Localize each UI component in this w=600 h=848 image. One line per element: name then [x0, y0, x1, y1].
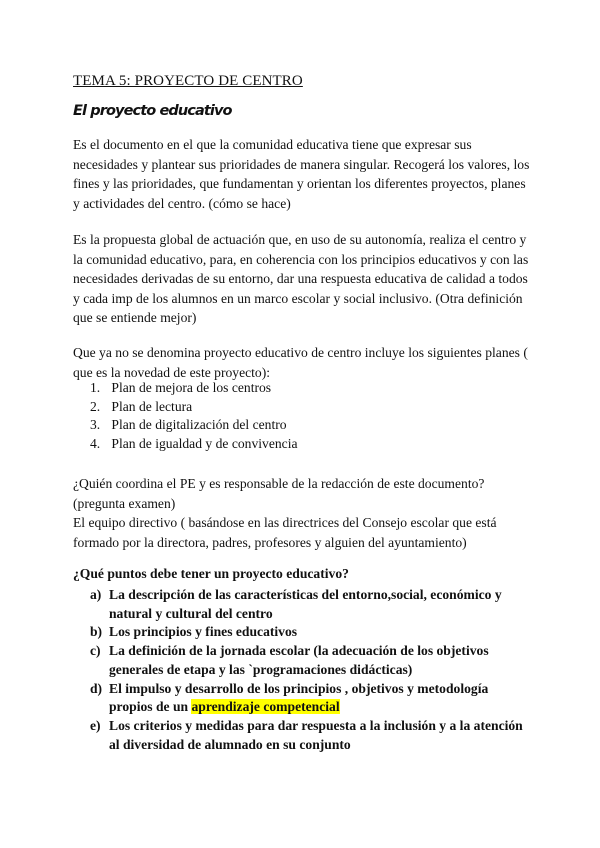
- section-heading: El proyecto educativo: [73, 103, 232, 119]
- list-item: 2. Plan de lectura: [90, 398, 193, 414]
- points-heading: ¿Qué puntos debe tener un proyecto educativo?: [73, 566, 349, 581]
- points-list: [90, 586, 530, 754]
- list-item: b) Los principios y fines educativos: [90, 624, 298, 640]
- question-answer-block: [73, 474, 533, 552]
- definition-paragraph-2: Es la propuesta global de actuación que, en uso de su autonomía, realiza el centro y la comunidad educativo, para, en coherencia con los principios educativos y con las necesidades derivadas de su entorno, dar una respuesta educativa de calidad a todos y cada imp de los alumnos en un marco escolar y social inclusivo. (Otra definición que se entiende mejor): [73, 232, 529, 326]
- list-item: e) Los criterios y medidas para dar respuesta a la inclusión y a la atención al diversidad de alumnado en su conjunto: [90, 717, 523, 752]
- list-item: d) El impulso y desarrollo de los principios , objetivos y metodología propios de un aprendizaje competencial: [90, 680, 489, 715]
- list-item: 3. Plan de digitalización del centro: [90, 417, 287, 433]
- plans-list: [90, 379, 298, 454]
- exam-answer: El equipo directivo ( basándose en las directrices del Consejo escolar que está formado por la directora, padres, profesores y alguien del ayuntamiento): [73, 515, 497, 550]
- list-item: c) La definición de la jornada escolar (la adecuación de los objetivos generales de etapa y las `programaciones didácticas): [90, 643, 489, 677]
- definition-paragraph-1: Es el documento en el que la comunidad educativa tiene que expresar sus necesidades y plantear sus prioridades de manera singular. Recogerá los valores, los fines y las prioridades, que fundamentan y orientan los diferentes proyectos, planes y actividades del centro. (cómo se hace): [73, 137, 530, 211]
- exam-question: ¿Quién coordina el PE y es responsable de la redacción de este documento? (pregunta examen): [73, 476, 485, 511]
- plans-intro-paragraph: Que ya no se denomina proyecto educativo de centro incluye los siguientes planes ( que es la novedad de este proyecto):: [73, 345, 528, 380]
- list-item: 1. Plan de mejora de los centros: [90, 380, 272, 395]
- highlighted-text: aprendizaje competencial: [191, 699, 340, 715]
- page-title: TEMA 5: PROYECTO DE CENTRO: [73, 73, 303, 89]
- list-item: a) La descripción de las características del entorno,social, económico y natural y cultural del centro: [90, 587, 502, 621]
- list-item: 4. Plan de igualdad y de convivencia: [90, 436, 298, 452]
